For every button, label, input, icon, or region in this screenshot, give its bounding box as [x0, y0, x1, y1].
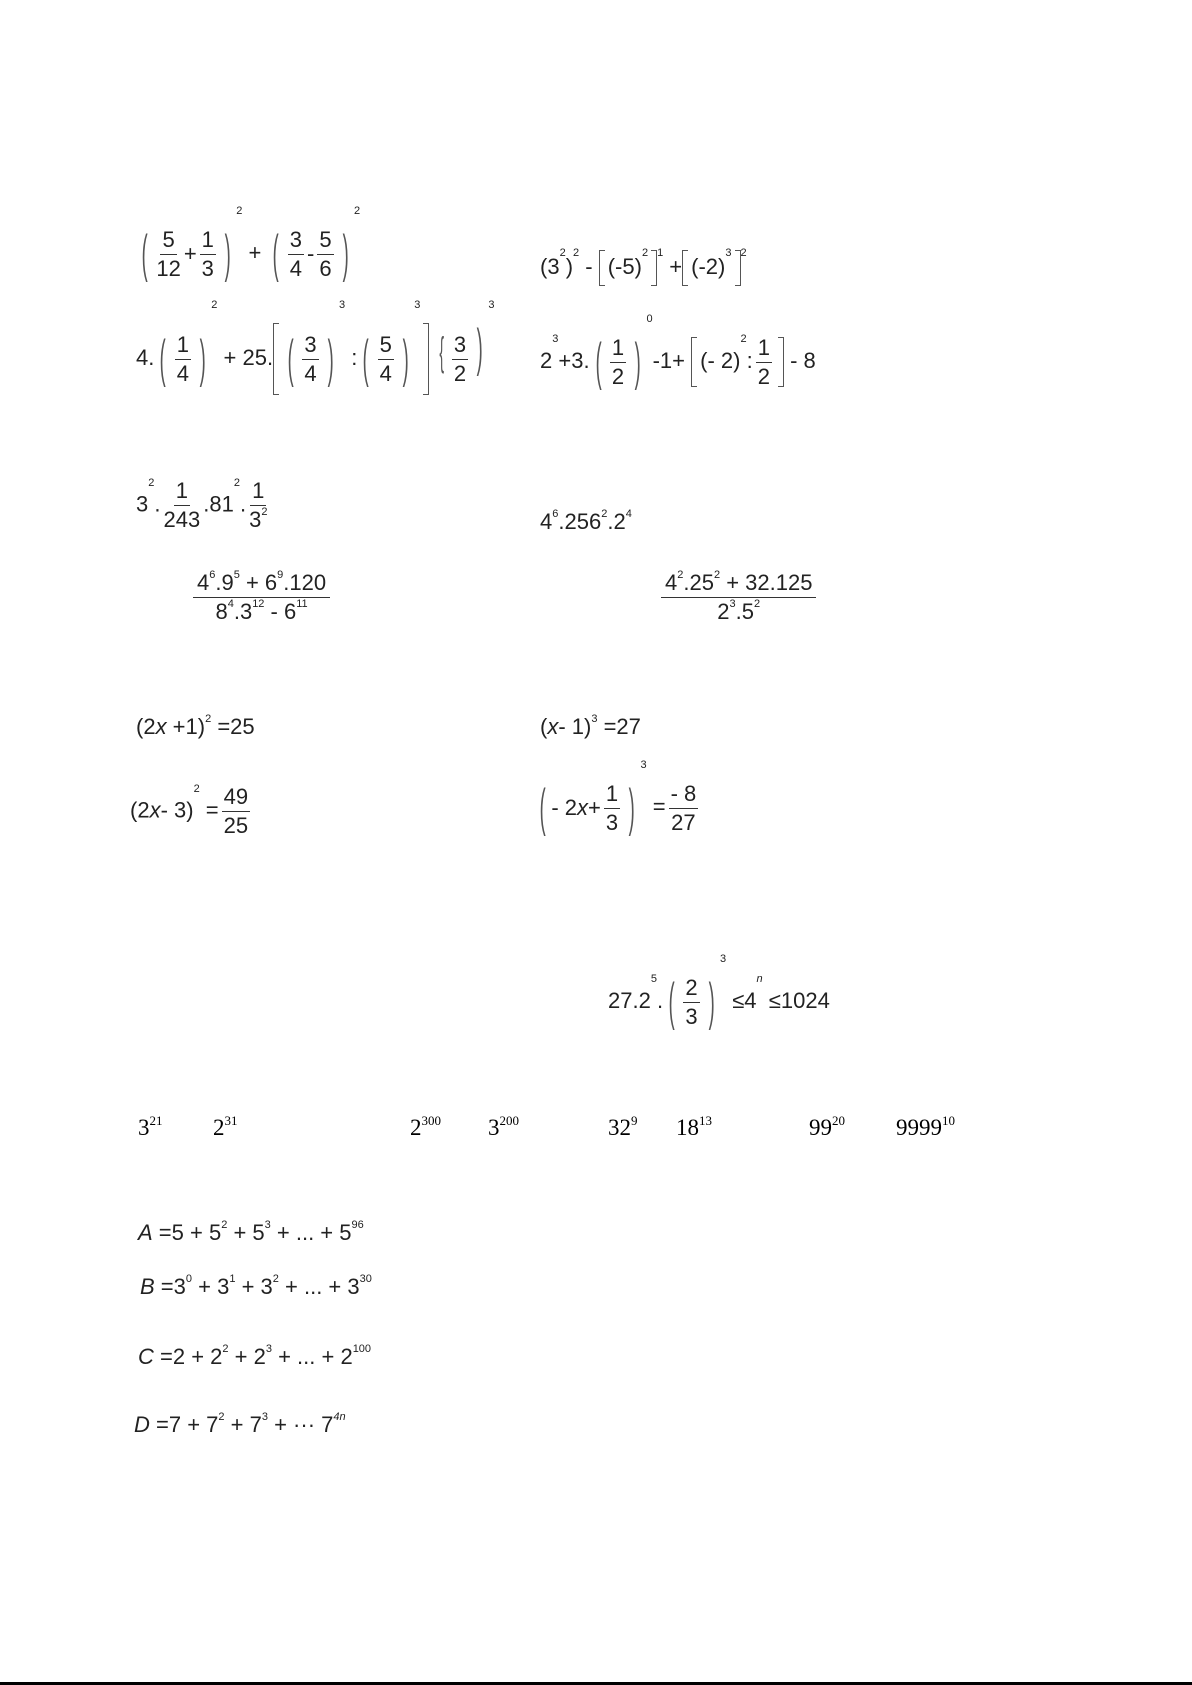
equation-2: (x- 1)$^3$ =27 [540, 713, 641, 739]
equation-4: ( - 2 x + $\frac{1}{3}$ ) $^3$ = $\frac{- 8}{27}$ [539, 759, 697, 837]
expression-6: $4^6.256^2.2^4$ [540, 508, 632, 534]
inequality-1: 27.2$^5$. ( 2 3 ) $^3 \le 4^n \le 1024$ [608, 953, 830, 1031]
power-3-21: $3^{21}$ [138, 1113, 163, 1140]
power-3-200: $3^{200}$ [488, 1113, 519, 1140]
sum-B: $B =3^0 + 3^1 + 3^2$ + ... + $3^{30}$ [140, 1273, 372, 1299]
power-32-9: $32^9$ [608, 1113, 638, 1140]
power-2-31: $2^{31}$ [213, 1113, 238, 1140]
expression-4: $2^3+3$. ( 1 2 ) $^0$-1+ (- 2)$^2$: $\frac{1}{2}$ - 8 [540, 313, 816, 391]
expression-1: ( 5 12 + 1 3 ) $^2$ + ( 3 4 - 5 6 ) $^2$ [141, 205, 361, 283]
expression-8: $\frac{4^2.25^2 + 32.125}{2^3.5^2}$ [658, 572, 819, 623]
equation-3: (2x- 3)$^2$ = $\frac{49}{25}$ [130, 783, 249, 838]
equation-1: $(2x +1)^2 =25$ [136, 713, 255, 739]
power-9999-10: 9999$^{10}$ [896, 1113, 955, 1140]
expression-5: $3^2$. $\frac{1}{243}$ $.81^2$. $\frac{1}{3^2}$ [136, 477, 268, 532]
sum-C: $C =2 + 2^2 + 2^3$ + ... + $2^{100}$ [138, 1343, 372, 1369]
expression-7: $\frac{4^6.9^5 + 6^9.120}{8^4.3^{12} - 6^{11}}$ [190, 572, 333, 623]
power-99-20: $99^{20}$ [809, 1113, 845, 1140]
sum-D: $D =7 + 7^2 + 7^3$ + ··· $7^{4n}$ [134, 1411, 346, 1437]
power-2-300: $2^{300}$ [410, 1113, 441, 1140]
sum-A: $A =5 + 5^2 + 5^3$ + ... + $5^{96}$ [138, 1219, 364, 1245]
power-18-13: $18^{13}$ [676, 1113, 712, 1140]
expression-2: $(3^2)^2 - (-5)^2$ $^1 + (-2)^3$ $^2$ [540, 250, 747, 286]
expression-3: 4. ( 1 4 ) $^2$ + 25. ( 3 4 ) $^3$ : ( 5 4 ) $^3$ { $\frac{3}{2}$ )$^3$ [136, 322, 495, 395]
